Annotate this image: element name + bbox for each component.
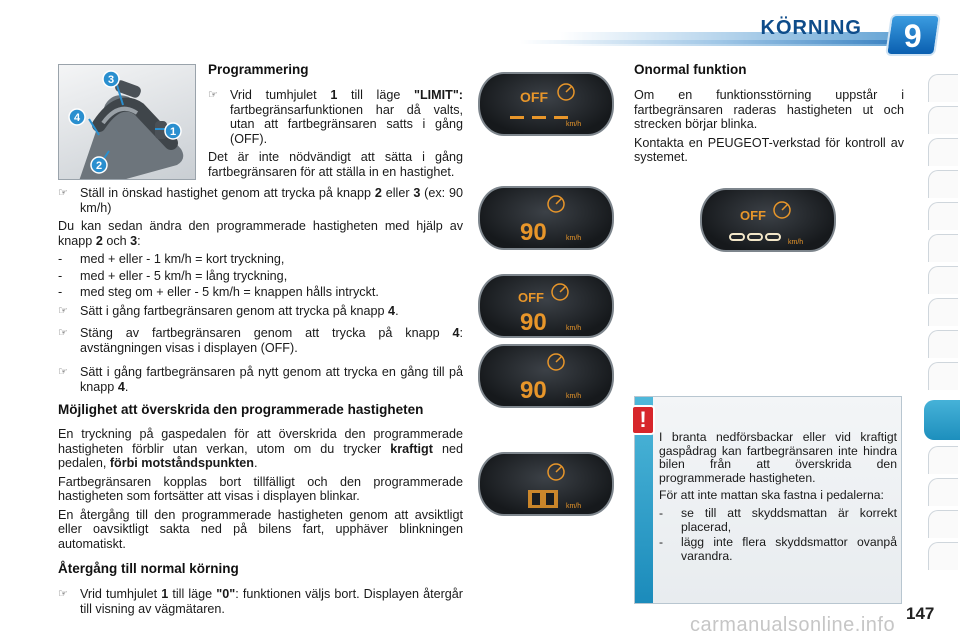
lcd-display-speed <box>478 186 614 250</box>
stalk-illustration <box>59 65 196 180</box>
paragraph: Om en funktionsstörning uppstår i fartbegränsaren raderas hastigheten ut och strecken börjar blinka. <box>634 88 904 131</box>
stalk-label-4: 4 <box>73 112 81 124</box>
lcd-display-off-dashes <box>478 72 614 136</box>
cruise-stalk-image <box>58 64 196 180</box>
bullet: ☞ Sätt i gång fartbegränsaren genom att trycka på knapp 4. <box>58 303 399 318</box>
svg-text:km/h: km/h <box>566 121 582 128</box>
paragraph: Kontakta en PEUGEOT-verkstad för kontroll av systemet. <box>634 135 904 164</box>
paragraph: En återgång till den programmerade hastigheten genom att avsiktligt eller oavsiktligt sakta ned på bilens fart, upphäver blinkningen automatiskt. <box>58 507 463 551</box>
dash-item: - med steg om + eller - 5 km/h = knappen hålls intryckt. <box>58 285 379 299</box>
svg-text:90: 90 <box>520 377 547 404</box>
dash-item: - med + eller - 1 km/h = kort tryckning, <box>58 252 285 266</box>
chapter-tab[interactable] <box>928 298 958 326</box>
svg-text:OFF: OFF <box>740 208 766 223</box>
section-title: Onormal funktion <box>634 62 747 77</box>
paragraph: För att inte mattan ska fastna i pedalerna: <box>659 488 884 503</box>
svg-text:km/h: km/h <box>566 325 582 332</box>
paragraph: Det är inte nödvändigt att sätta i gång fartbegränsaren för att ställa in en hastighet. <box>208 150 463 179</box>
chapter-tab[interactable] <box>928 138 958 166</box>
lcd-display-speed-active <box>478 344 614 408</box>
programmering-intro <box>208 62 463 183</box>
bullet-icon: ☞ <box>58 366 68 378</box>
section-title: Återgång till normal körning <box>58 561 239 576</box>
warning-box <box>634 396 902 604</box>
svg-text:90: 90 <box>520 309 547 336</box>
chapter-tab[interactable] <box>928 362 958 390</box>
chapter-tab[interactable] <box>928 446 958 474</box>
svg-text:OFF: OFF <box>518 290 544 305</box>
svg-text:km/h: km/h <box>566 503 582 510</box>
chapter-tab[interactable] <box>928 202 958 230</box>
stalk-label-2: 2 <box>95 160 103 172</box>
svg-text:km/h: km/h <box>788 239 804 246</box>
warning-text <box>659 431 897 565</box>
lcd-off-text: OFF <box>520 89 548 105</box>
chapter-number: 9 <box>903 18 922 54</box>
section-title: Programmering <box>208 62 309 77</box>
paragraph: Fartbegränsaren kopplas bort tillfälligt och den programmerade hastigheten som fortsätter att visas i displayen blinkar. <box>58 474 463 503</box>
chapter-tab-active[interactable] <box>924 400 960 440</box>
bullet: ☞ Ställ in önskad hastighet genom att trycka på knapp 2 eller 3 (ex: 90 km/h) <box>58 186 464 215</box>
lcd-display-fault <box>700 188 836 252</box>
bullet-icon: ☞ <box>208 89 218 101</box>
dash-item: - se till att skyddsmattan är korrekt placerad, <box>659 505 897 534</box>
chapter-badge <box>885 14 941 56</box>
chapter-tab[interactable] <box>928 234 958 262</box>
chapter-tab[interactable] <box>928 542 958 570</box>
watermark: carmanualsonline.info <box>690 614 896 636</box>
bullet-icon: ☞ <box>58 588 68 600</box>
chapter-tab[interactable] <box>928 266 958 294</box>
left-column <box>58 186 463 620</box>
lcd-display-off-speed <box>478 274 614 338</box>
lcd-display-blinking <box>478 452 614 516</box>
chapter-tabs <box>924 74 960 614</box>
page-number: 147 <box>906 604 935 623</box>
svg-text:km/h: km/h <box>566 235 582 242</box>
bullet: ☞ Sätt i gång fartbegränsaren på nytt genom att trycka en gång till på knapp 4. <box>58 365 463 394</box>
bullet: ☞ Stäng av fartbegränsaren genom att trycka på knapp 4: avstängningen visas i displayen (OFF). <box>58 326 463 355</box>
bullet-icon: ☞ <box>58 327 68 339</box>
svg-text:km/h: km/h <box>566 393 582 400</box>
stalk-label-1: 1 <box>169 126 177 138</box>
chapter-tab[interactable] <box>928 510 958 538</box>
paragraph: Du kan sedan ändra den programmerade hastigheten med hjälp av knapp 2 och 3: <box>58 219 463 248</box>
warning-icon: ! <box>631 405 655 435</box>
onormal-section <box>634 62 904 169</box>
stalk-label-3: 3 <box>107 74 115 86</box>
bullet-icon: ☞ <box>58 187 68 199</box>
paragraph: I branta nedförsbackar eller vid kraftigt gaspådrag kan fartbegränsaren inte hindra bilen från att överskrida den programmerade hastigheten. <box>659 430 897 485</box>
chapter-tab[interactable] <box>928 330 958 358</box>
bullet-icon: ☞ <box>58 304 68 317</box>
bullet: ☞ Vrid tumhjulet 1 till läge "LIMIT": fartbegränsarfunktionen har då valts, utan att fartbegränsaren satts i gång (OFF). <box>208 88 463 146</box>
dash-item: - med + eller - 5 km/h = lång tryckning, <box>58 268 288 283</box>
paragraph: En tryckning på gaspedalen för att överskrida den programmerade hastigheten förblir utan verkan, utom om du trycker kraftigt ned pedalen, förbi motståndspunkten. <box>58 427 463 470</box>
lcd-speed-text: 90 <box>520 219 547 246</box>
dash-item: - lägg inte flera skyddsmattor ovanpå varandra. <box>659 535 897 563</box>
section-title: Möjlighet att överskrida den programmerade hastigheten <box>58 402 424 417</box>
header-line <box>520 40 920 44</box>
chapter-tab[interactable] <box>928 74 958 102</box>
bullet: ☞ Vrid tumhjulet 1 till läge "0": funktionen väljs bort. Displayen återgår till visning av vägmätaren. <box>58 587 463 616</box>
chapter-tab[interactable] <box>928 170 958 198</box>
page-title: KÖRNING <box>760 17 862 39</box>
chapter-tab[interactable] <box>928 106 958 134</box>
chapter-tab[interactable] <box>928 478 958 506</box>
